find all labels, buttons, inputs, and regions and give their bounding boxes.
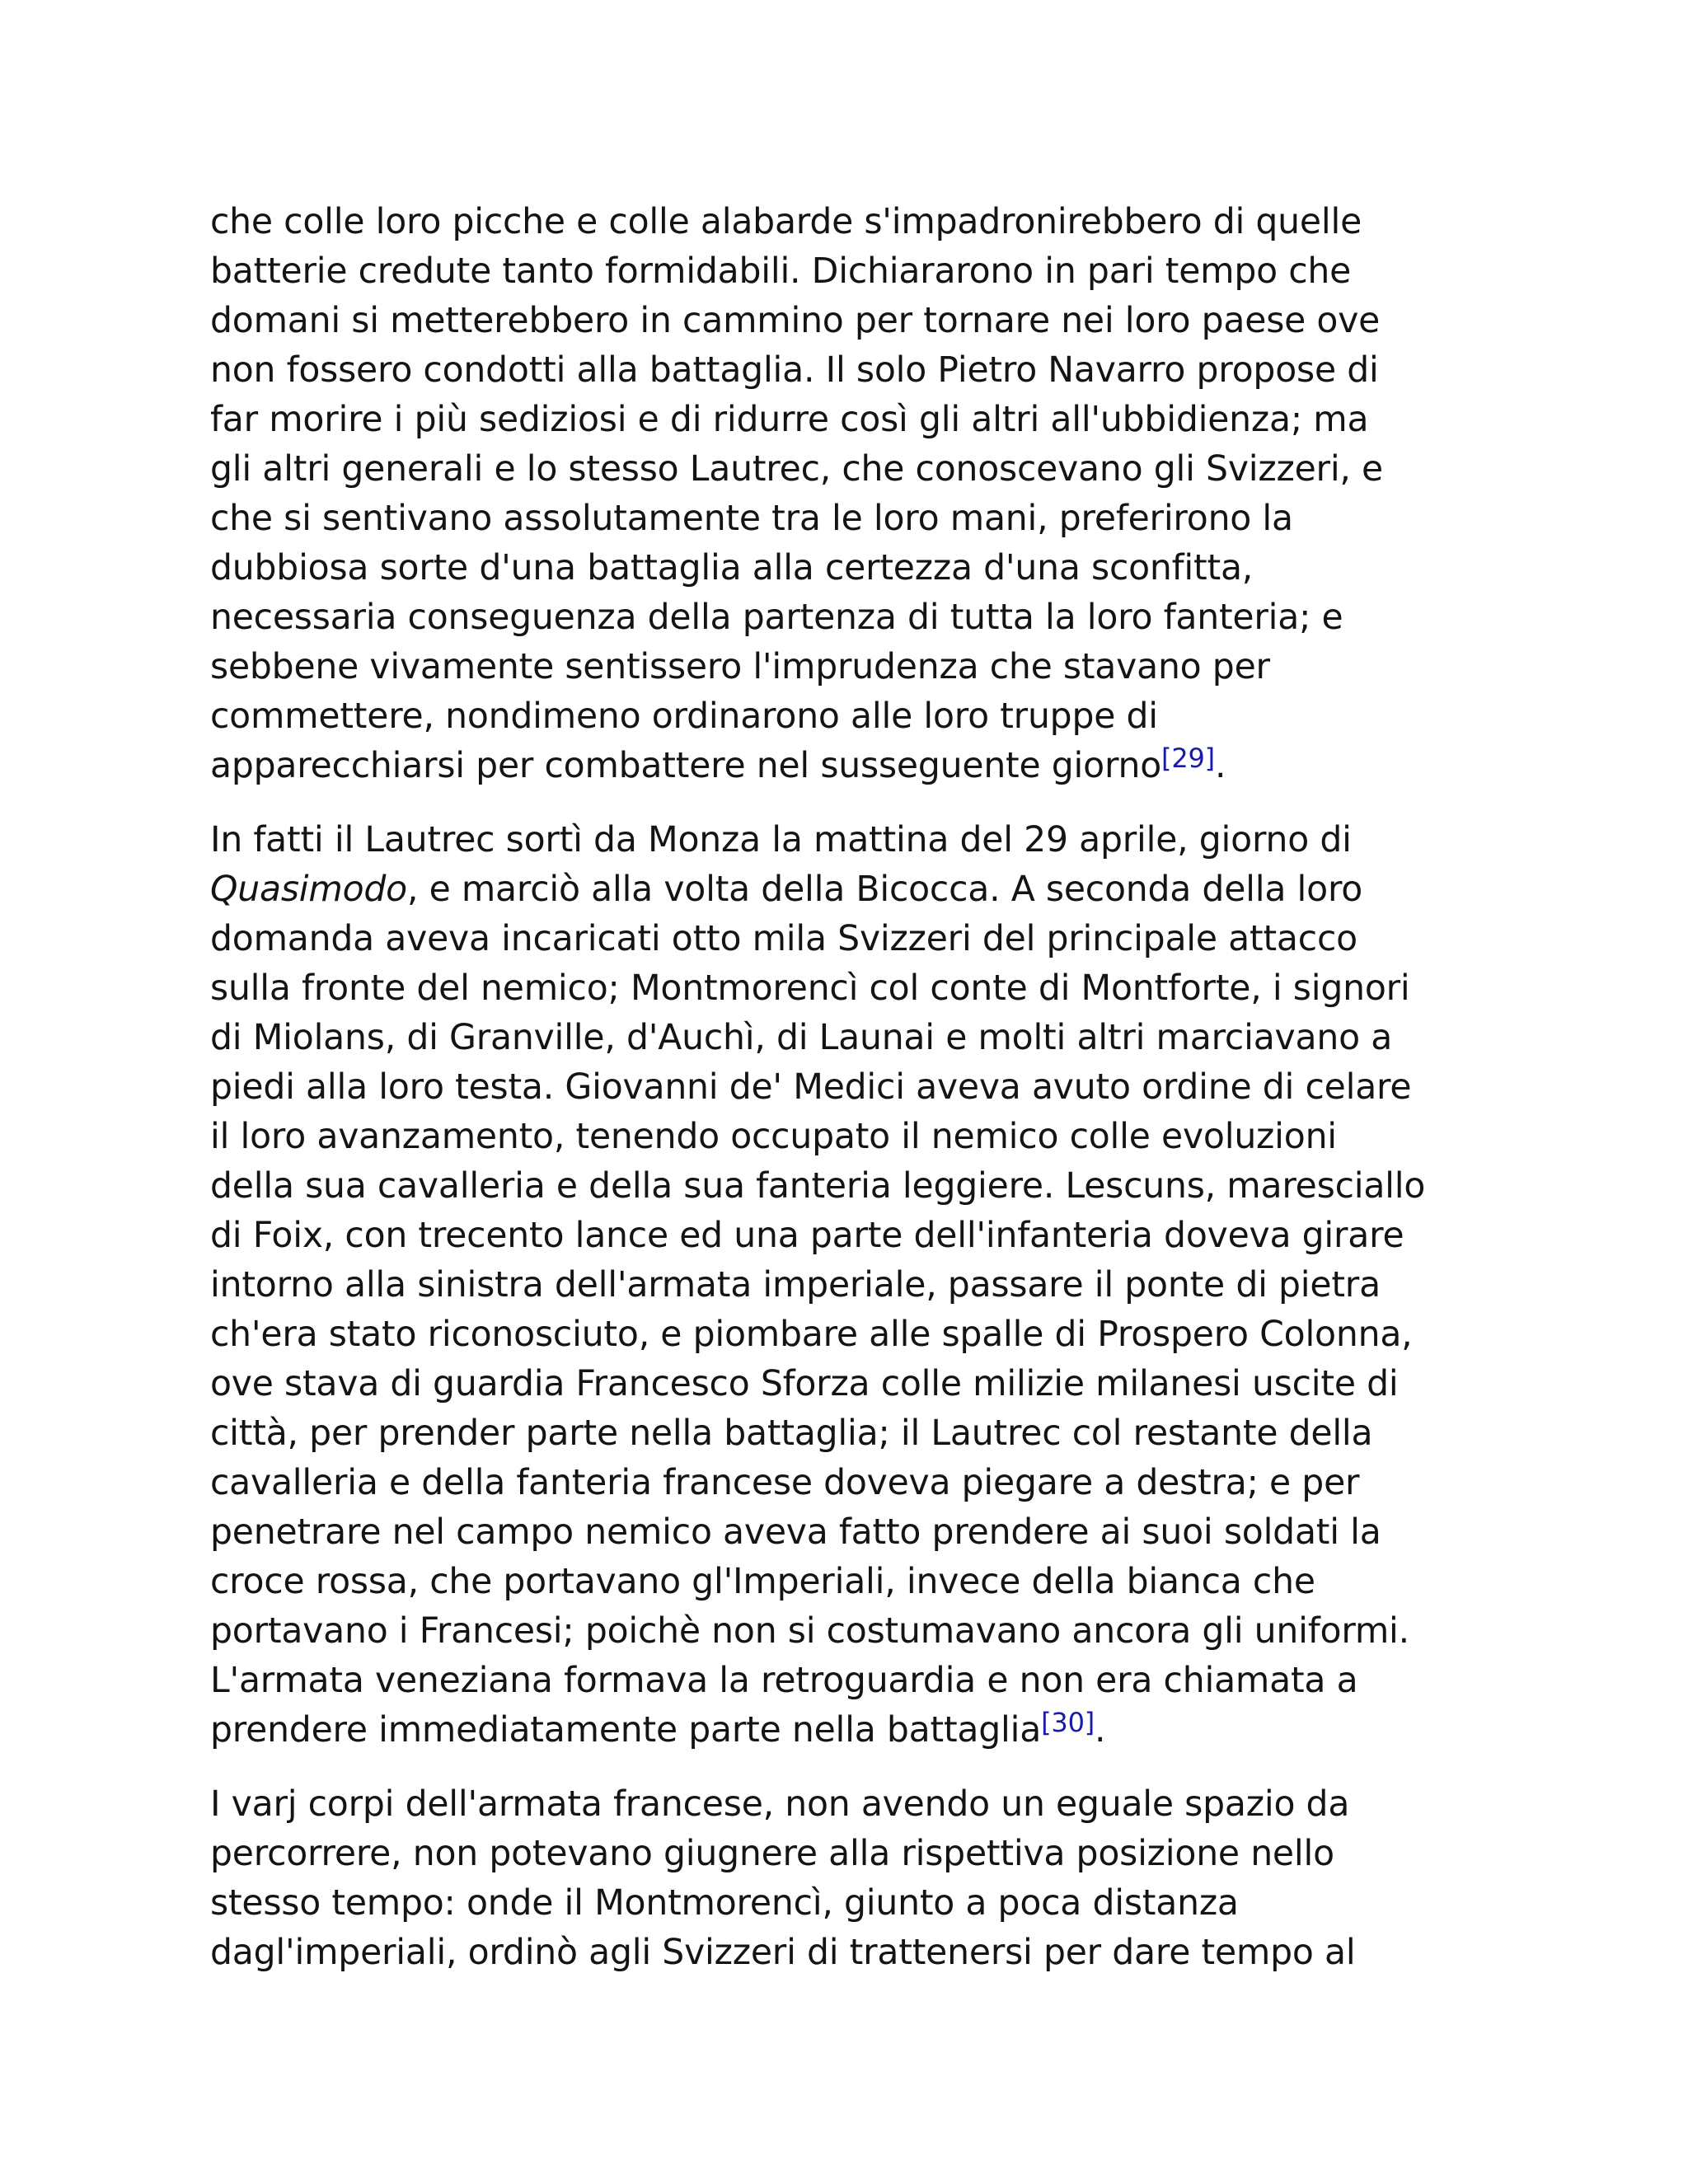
- text-line: necessaria conseguenza della partenza di tutta la loro fanteria; e: [210, 598, 1343, 638]
- text-line: batterie credute tanto formidabili. Dichiararono in pari tempo che: [210, 251, 1352, 292]
- text-segment: , e marciò alla volta della Bicocca. A seconda della loro: [406, 869, 1363, 910]
- text-line: che si sentivano assolutamente tra le loro mani, preferirono la: [210, 499, 1293, 539]
- text-line: di Foix, con trecento lance ed una parte dell'infanteria doveva girare: [210, 1216, 1404, 1256]
- text-line: intorno alla sinistra dell'armata imperiale, passare il ponte di pietra: [210, 1265, 1381, 1305]
- footnote-link-29[interactable]: [29]: [1161, 743, 1215, 774]
- text-line: domanda aveva incaricati otto mila Svizzeri del principale attacco: [210, 919, 1357, 959]
- text-line: sulla fronte del nemico; Montmorencì col conte di Montforte, i signori: [210, 968, 1410, 1009]
- text-line: sebbene vivamente sentissero l'imprudenza che stavano per: [210, 647, 1270, 687]
- text-line: che colle loro picche e colle alabarde s'impadronirebbero di quelle: [210, 202, 1362, 242]
- italic-term: Quasimodo: [210, 869, 407, 910]
- text-line: di Miolans, di Granville, d'Auchì, di Launai e molti altri marciavano a: [210, 1018, 1393, 1058]
- paragraph-1: [210, 198, 1496, 791]
- text-line: domani si metterebbero in cammino per tornare nei loro paese ove: [210, 301, 1381, 341]
- text-line: il loro avanzamento, tenendo occupato il nemico colle evoluzioni: [210, 1117, 1337, 1157]
- text-line: ch'era stato riconosciuto, e piombare alle spalle di Prospero Colonna,: [210, 1315, 1413, 1355]
- text-line: percorrere, non potevano giugnere alla rispettiva posizione nello: [210, 1834, 1334, 1874]
- text-line: ove stava di guardia Francesco Sforza colle milizie milanesi uscite di: [210, 1364, 1399, 1404]
- text-line: della sua cavalleria e della sua fanteria leggiere. Lescuns, maresciallo: [210, 1166, 1426, 1207]
- paragraph-2: [210, 816, 1496, 1755]
- text-line: portavano i Francesi; poichè non si costumavano ancora gli uniformi.: [210, 1611, 1409, 1652]
- footnote-link-30[interactable]: [30]: [1041, 1707, 1095, 1738]
- text-line: far morire i più sediziosi e di ridurre così gli altri all'ubbidienza; ma: [210, 400, 1369, 440]
- text-segment: .: [1095, 1710, 1106, 1750]
- text-line-last: [210, 742, 1496, 791]
- text-line: piedi alla loro testa. Giovanni de' Medici aveva avuto ordine di celare: [210, 1067, 1412, 1108]
- text-line: dubbiosa sorte d'una battaglia alla certezza d'una sconfitta,: [210, 548, 1254, 588]
- paragraph-3: [210, 1780, 1496, 1978]
- text-line: L'armata veneziana formava la retroguardia e non era chiamata a: [210, 1661, 1358, 1701]
- text-line: penetrare nel campo nemico aveva fatto prendere ai suoi soldati la: [210, 1512, 1381, 1553]
- text-line: commettere, nondimeno ordinarono alle loro truppe di: [210, 696, 1158, 737]
- document-page: [210, 198, 1496, 2003]
- text-line-last: [210, 1706, 1496, 1755]
- text-segment: prendere immediatamente parte nella battaglia: [210, 1710, 1042, 1750]
- text-line: In fatti il Lautrec sortì da Monza la mattina del 29 aprile, giorno di: [210, 820, 1352, 860]
- text-line: croce rossa, che portavano gl'Imperiali, invece della bianca che: [210, 1562, 1315, 1602]
- text-line: dagl'imperiali, ordinò agli Svizzeri di trattenersi per dare tempo al: [210, 1933, 1356, 1973]
- text-segment: apparecchiarsi per combattere nel susseguente giorno: [210, 746, 1162, 786]
- text-line: stesso tempo: onde il Montmorencì, giunto a poca distanza: [210, 1883, 1239, 1924]
- text-line: [210, 865, 1496, 915]
- text-line: gli altri generali e lo stesso Lautrec, che conoscevano gli Svizzeri, e: [210, 449, 1383, 490]
- text-line: non fossero condotti alla battaglia. Il solo Pietro Navarro propose di: [210, 350, 1379, 391]
- text-line: cavalleria e della fanteria francese doveva piegare a destra; e per: [210, 1463, 1360, 1503]
- text-segment: .: [1214, 746, 1226, 786]
- text-line: I varj corpi dell'armata francese, non avendo un eguale spazio da: [210, 1784, 1350, 1825]
- text-line: città, per prender parte nella battaglia; il Lautrec col restante della: [210, 1413, 1373, 1454]
